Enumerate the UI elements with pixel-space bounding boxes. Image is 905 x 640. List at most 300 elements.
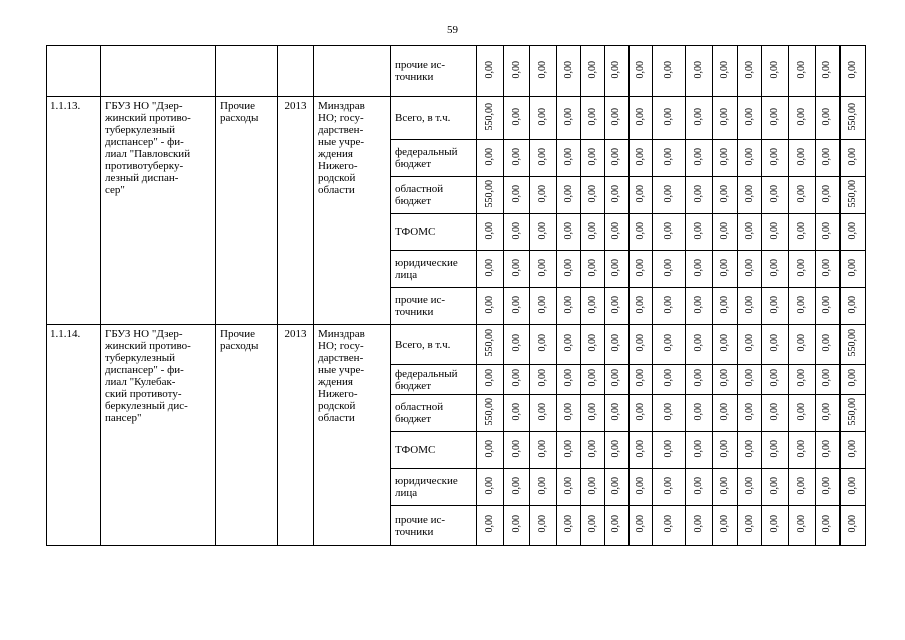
value-cell (816, 214, 840, 251)
value-text: 0,00 (586, 402, 598, 421)
value-text: 0,00 (719, 369, 730, 387)
value-text: 550,00 (484, 329, 495, 357)
source-label (391, 325, 477, 365)
value-cell (653, 177, 686, 214)
value-text: 0,00 (537, 258, 548, 277)
value-cell (653, 214, 686, 251)
value-cell (816, 140, 840, 177)
value-cell (762, 177, 789, 214)
value-cell (530, 251, 557, 288)
value-cell (504, 140, 530, 177)
table-row (47, 46, 866, 97)
value-cell (713, 506, 738, 546)
value-text: 0,00 (484, 439, 495, 458)
value-cell (738, 432, 762, 469)
value-cell (686, 506, 713, 546)
value-cell (713, 214, 738, 251)
value-text: 0,00 (846, 439, 858, 458)
value-cell (605, 432, 629, 469)
source-label-text: областной бюджет (395, 401, 444, 425)
value-cell (504, 432, 530, 469)
source-label-text: Всего, в т.ч. (395, 112, 451, 124)
value-text: 0,00 (610, 439, 622, 458)
value-cell (504, 395, 530, 432)
entry-name-text: ГБУЗ НО "Дзер- жинский противо- туберкулезный диспансер" - фи- лиал "Кулебак- ский противоту- беркулезный дис- пансер" (105, 328, 191, 424)
value-cell (629, 140, 653, 177)
value-cell (605, 288, 629, 325)
value-cell (504, 214, 530, 251)
value-text: 0,00 (719, 439, 730, 458)
value-text: 550,00 (846, 179, 858, 208)
entry-name (101, 97, 216, 325)
value-text: 0,00 (743, 334, 755, 352)
value-text: 0,00 (846, 515, 858, 533)
value-cell (629, 395, 653, 432)
value-text: 0,00 (719, 295, 730, 314)
source-label (391, 469, 477, 506)
value-cell (816, 395, 840, 432)
value-cell (713, 288, 738, 325)
value-text: 0,00 (634, 515, 646, 533)
value-cell (840, 97, 866, 140)
value-text: 0,00 (484, 147, 495, 166)
value-text: 0,00 (693, 369, 704, 387)
value-text: 0,00 (484, 295, 495, 314)
source-label (391, 251, 477, 288)
value-cell (686, 97, 713, 140)
value-text: 0,00 (562, 334, 574, 352)
value-text: 0,00 (634, 107, 646, 126)
value-text: 0,00 (562, 147, 574, 166)
value-text: 0,00 (610, 476, 622, 495)
value-cell (840, 177, 866, 214)
value-cell (686, 288, 713, 325)
entry-year (278, 325, 314, 546)
value-text: 0,00 (846, 476, 858, 495)
value-text: 0,00 (693, 107, 704, 126)
value-text: 0,00 (510, 476, 522, 495)
source-label-text: прочие ис- точники (395, 59, 446, 83)
value-text: 0,00 (796, 295, 807, 314)
value-text: 0,00 (610, 60, 622, 79)
value-text: 0,00 (846, 147, 858, 166)
value-text: 550,00 (484, 179, 495, 208)
value-text: 0,00 (821, 60, 833, 79)
value-text: 0,00 (586, 221, 598, 240)
empty-cell (314, 46, 391, 97)
value-text: 0,00 (663, 439, 674, 458)
value-text: 0,00 (663, 295, 674, 314)
value-cell (530, 325, 557, 365)
value-text: 0,00 (821, 476, 833, 495)
value-cell (557, 140, 581, 177)
value-cell (816, 506, 840, 546)
value-text: 0,00 (769, 515, 780, 533)
value-cell (789, 214, 816, 251)
value-text: 0,00 (610, 221, 622, 240)
value-cell (789, 506, 816, 546)
value-cell (762, 325, 789, 365)
source-label-text: федеральный бюджет (395, 367, 458, 392)
source-label (391, 214, 477, 251)
value-cell (713, 325, 738, 365)
value-cell (713, 140, 738, 177)
value-cell (653, 325, 686, 365)
value-cell (816, 365, 840, 395)
value-cell (530, 140, 557, 177)
value-text: 0,00 (634, 402, 646, 421)
value-text: 0,00 (743, 221, 755, 240)
value-cell (530, 214, 557, 251)
value-text: 0,00 (510, 147, 522, 166)
value-cell (738, 214, 762, 251)
value-text: 0,00 (743, 402, 755, 421)
value-cell (557, 506, 581, 546)
value-cell (762, 395, 789, 432)
value-text: 0,00 (693, 402, 704, 421)
value-text: 550,00 (484, 102, 495, 131)
entry-category-text: Прочие расходы (220, 100, 259, 124)
value-cell (477, 325, 504, 365)
value-text: 0,00 (719, 476, 730, 495)
value-cell (477, 288, 504, 325)
source-label (391, 97, 477, 140)
value-text: 0,00 (719, 184, 730, 203)
value-text: 0,00 (610, 334, 622, 352)
value-text: 0,00 (510, 369, 522, 387)
value-cell (629, 251, 653, 288)
value-text: 0,00 (610, 295, 622, 314)
value-cell (629, 469, 653, 506)
value-text: 0,00 (663, 147, 674, 166)
value-cell (605, 325, 629, 365)
value-text: 0,00 (610, 107, 622, 126)
value-cell (477, 506, 504, 546)
value-text: 0,00 (663, 221, 674, 240)
value-cell (557, 251, 581, 288)
value-cell (840, 325, 866, 365)
value-cell (840, 469, 866, 506)
value-cell (762, 97, 789, 140)
value-cell (477, 214, 504, 251)
value-text: 0,00 (663, 515, 674, 533)
value-cell (605, 251, 629, 288)
value-text: 0,00 (484, 515, 495, 533)
value-text: 0,00 (510, 258, 522, 277)
value-text: 0,00 (510, 184, 522, 203)
value-cell (789, 365, 816, 395)
value-cell (762, 46, 789, 97)
value-text: 0,00 (743, 147, 755, 166)
value-text: 0,00 (586, 147, 598, 166)
value-cell (653, 432, 686, 469)
value-text: 0,00 (821, 515, 833, 533)
value-text: 0,00 (821, 258, 833, 277)
value-cell (738, 469, 762, 506)
value-text: 0,00 (743, 258, 755, 277)
value-cell (653, 506, 686, 546)
source-label (391, 46, 477, 97)
value-text: 0,00 (634, 476, 646, 495)
source-label-text: прочие ис- точники (395, 513, 446, 538)
value-cell (738, 506, 762, 546)
value-text: 0,00 (537, 515, 548, 533)
value-text: 0,00 (562, 439, 574, 458)
value-text: 0,00 (634, 439, 646, 458)
value-text: 0,00 (537, 334, 548, 352)
entry-category (216, 97, 278, 325)
value-text: 0,00 (693, 60, 704, 79)
value-cell (605, 140, 629, 177)
page-number: 59 (447, 24, 458, 36)
value-text: 0,00 (769, 439, 780, 458)
value-text: 0,00 (769, 184, 780, 203)
value-text: 0,00 (693, 515, 704, 533)
value-cell (530, 177, 557, 214)
value-text: 0,00 (663, 258, 674, 277)
entry-category (216, 325, 278, 546)
value-text: 0,00 (484, 369, 495, 387)
value-text: 550,00 (846, 102, 858, 131)
value-text: 0,00 (663, 184, 674, 203)
value-text: 0,00 (796, 107, 807, 126)
value-cell (605, 46, 629, 97)
value-text: 0,00 (562, 476, 574, 495)
value-cell (581, 251, 605, 288)
value-text: 0,00 (562, 515, 574, 533)
value-text: 0,00 (796, 402, 807, 421)
value-text: 0,00 (663, 476, 674, 495)
source-label-text: Всего, в т.ч. (395, 338, 451, 351)
value-text: 0,00 (562, 258, 574, 277)
value-cell (840, 288, 866, 325)
value-text: 0,00 (719, 221, 730, 240)
value-text: 0,00 (693, 147, 704, 166)
value-text: 0,00 (484, 221, 495, 240)
value-cell (653, 288, 686, 325)
value-text: 0,00 (562, 184, 574, 203)
entry-number-text: 1.1.13. (50, 100, 81, 112)
value-cell (581, 432, 605, 469)
value-cell (840, 140, 866, 177)
value-cell (840, 395, 866, 432)
value-cell (504, 97, 530, 140)
value-text: 0,00 (719, 60, 730, 79)
value-cell (816, 325, 840, 365)
value-text: 0,00 (846, 295, 858, 314)
value-cell (789, 177, 816, 214)
value-cell (477, 395, 504, 432)
value-cell (504, 365, 530, 395)
value-text: 0,00 (743, 295, 755, 314)
value-cell (581, 140, 605, 177)
value-cell (816, 432, 840, 469)
value-cell (713, 365, 738, 395)
value-text: 0,00 (743, 107, 755, 126)
value-text: 0,00 (634, 60, 646, 79)
value-cell (762, 506, 789, 546)
value-text: 0,00 (586, 476, 598, 495)
value-text: 0,00 (846, 221, 858, 240)
value-cell (629, 325, 653, 365)
value-cell (557, 469, 581, 506)
value-cell (762, 432, 789, 469)
value-cell (504, 177, 530, 214)
value-cell (504, 288, 530, 325)
value-cell (762, 365, 789, 395)
value-text: 0,00 (769, 334, 780, 352)
value-text: 0,00 (610, 184, 622, 203)
value-text: 0,00 (796, 334, 807, 352)
value-text: 0,00 (537, 439, 548, 458)
value-text: 0,00 (586, 515, 598, 533)
value-cell (762, 251, 789, 288)
value-cell (477, 97, 504, 140)
value-text: 0,00 (821, 147, 833, 166)
value-text: 0,00 (846, 258, 858, 277)
value-cell (789, 469, 816, 506)
empty-cell (278, 46, 314, 97)
value-text: 0,00 (693, 439, 704, 458)
value-text: 0,00 (510, 515, 522, 533)
value-cell (629, 506, 653, 546)
value-text: 550,00 (484, 397, 495, 426)
value-cell (816, 251, 840, 288)
entry-org-text: Минздрав НО; госу- дарствен- ные учре- ждения Нижего- родской области (318, 328, 365, 424)
value-text: 0,00 (796, 439, 807, 458)
value-cell (762, 214, 789, 251)
value-text: 0,00 (743, 515, 755, 533)
value-text: 0,00 (562, 107, 574, 126)
value-text: 0,00 (562, 60, 574, 79)
source-label (391, 432, 477, 469)
source-label (391, 140, 477, 177)
value-cell (686, 469, 713, 506)
value-cell (686, 432, 713, 469)
value-text: 0,00 (610, 369, 622, 387)
value-text: 0,00 (586, 334, 598, 352)
value-cell (581, 288, 605, 325)
value-cell (605, 506, 629, 546)
value-cell (686, 395, 713, 432)
value-cell (629, 214, 653, 251)
value-text: 0,00 (510, 295, 522, 314)
value-text: 0,00 (821, 369, 833, 387)
value-cell (477, 432, 504, 469)
value-text: 0,00 (663, 60, 674, 79)
value-cell (653, 97, 686, 140)
table-row (47, 325, 866, 365)
value-cell (762, 140, 789, 177)
value-text: 0,00 (537, 107, 548, 126)
value-cell (816, 46, 840, 97)
value-cell (557, 395, 581, 432)
value-text: 0,00 (846, 60, 858, 79)
value-text: 0,00 (537, 147, 548, 166)
value-text: 0,00 (537, 184, 548, 203)
value-text: 0,00 (693, 295, 704, 314)
value-cell (557, 432, 581, 469)
value-text: 0,00 (821, 402, 833, 421)
value-cell (605, 395, 629, 432)
value-cell (713, 177, 738, 214)
value-cell (840, 46, 866, 97)
value-text: 0,00 (796, 60, 807, 79)
value-text: 0,00 (693, 476, 704, 495)
entry-org (314, 325, 391, 546)
value-text: 0,00 (719, 258, 730, 277)
value-text: 0,00 (663, 334, 674, 352)
value-text: 0,00 (719, 515, 730, 533)
value-cell (816, 177, 840, 214)
value-cell (713, 251, 738, 288)
value-text: 0,00 (769, 107, 780, 126)
value-text: 0,00 (634, 369, 646, 387)
value-text: 0,00 (796, 369, 807, 387)
entry-year-text: 2013 (284, 328, 307, 340)
value-text: 0,00 (586, 439, 598, 458)
value-text: 0,00 (821, 184, 833, 203)
value-cell (477, 140, 504, 177)
value-text: 0,00 (484, 476, 495, 495)
entry-year (278, 97, 314, 325)
value-cell (557, 325, 581, 365)
value-cell (738, 46, 762, 97)
value-text: 0,00 (484, 60, 495, 79)
value-cell (629, 288, 653, 325)
value-cell (713, 46, 738, 97)
value-cell (686, 325, 713, 365)
value-text: 0,00 (586, 184, 598, 203)
value-cell (504, 46, 530, 97)
value-text: 0,00 (693, 221, 704, 240)
value-cell (840, 432, 866, 469)
value-cell (477, 469, 504, 506)
value-cell (530, 97, 557, 140)
value-cell (653, 46, 686, 97)
value-text: 0,00 (663, 107, 674, 126)
value-text: 0,00 (510, 107, 522, 126)
value-text: 0,00 (586, 369, 598, 387)
value-cell (738, 140, 762, 177)
value-text: 0,00 (586, 107, 598, 126)
value-cell (789, 395, 816, 432)
empty-cell (47, 46, 101, 97)
value-text: 0,00 (743, 60, 755, 79)
value-text: 0,00 (562, 402, 574, 421)
value-text: 0,00 (821, 439, 833, 458)
value-cell (738, 251, 762, 288)
value-cell (581, 325, 605, 365)
value-cell (789, 46, 816, 97)
value-text: 0,00 (769, 147, 780, 166)
budget-table (46, 45, 866, 546)
value-cell (605, 97, 629, 140)
value-text: 0,00 (796, 147, 807, 166)
value-text: 0,00 (634, 221, 646, 240)
value-text: 0,00 (610, 402, 622, 421)
value-cell (605, 214, 629, 251)
value-text: 0,00 (769, 402, 780, 421)
entry-year-text: 2013 (284, 100, 307, 112)
value-text: 0,00 (610, 258, 622, 277)
value-cell (816, 469, 840, 506)
value-text: 0,00 (821, 221, 833, 240)
value-text: 0,00 (821, 107, 833, 126)
value-cell (605, 365, 629, 395)
value-text: 0,00 (537, 369, 548, 387)
source-label (391, 177, 477, 214)
